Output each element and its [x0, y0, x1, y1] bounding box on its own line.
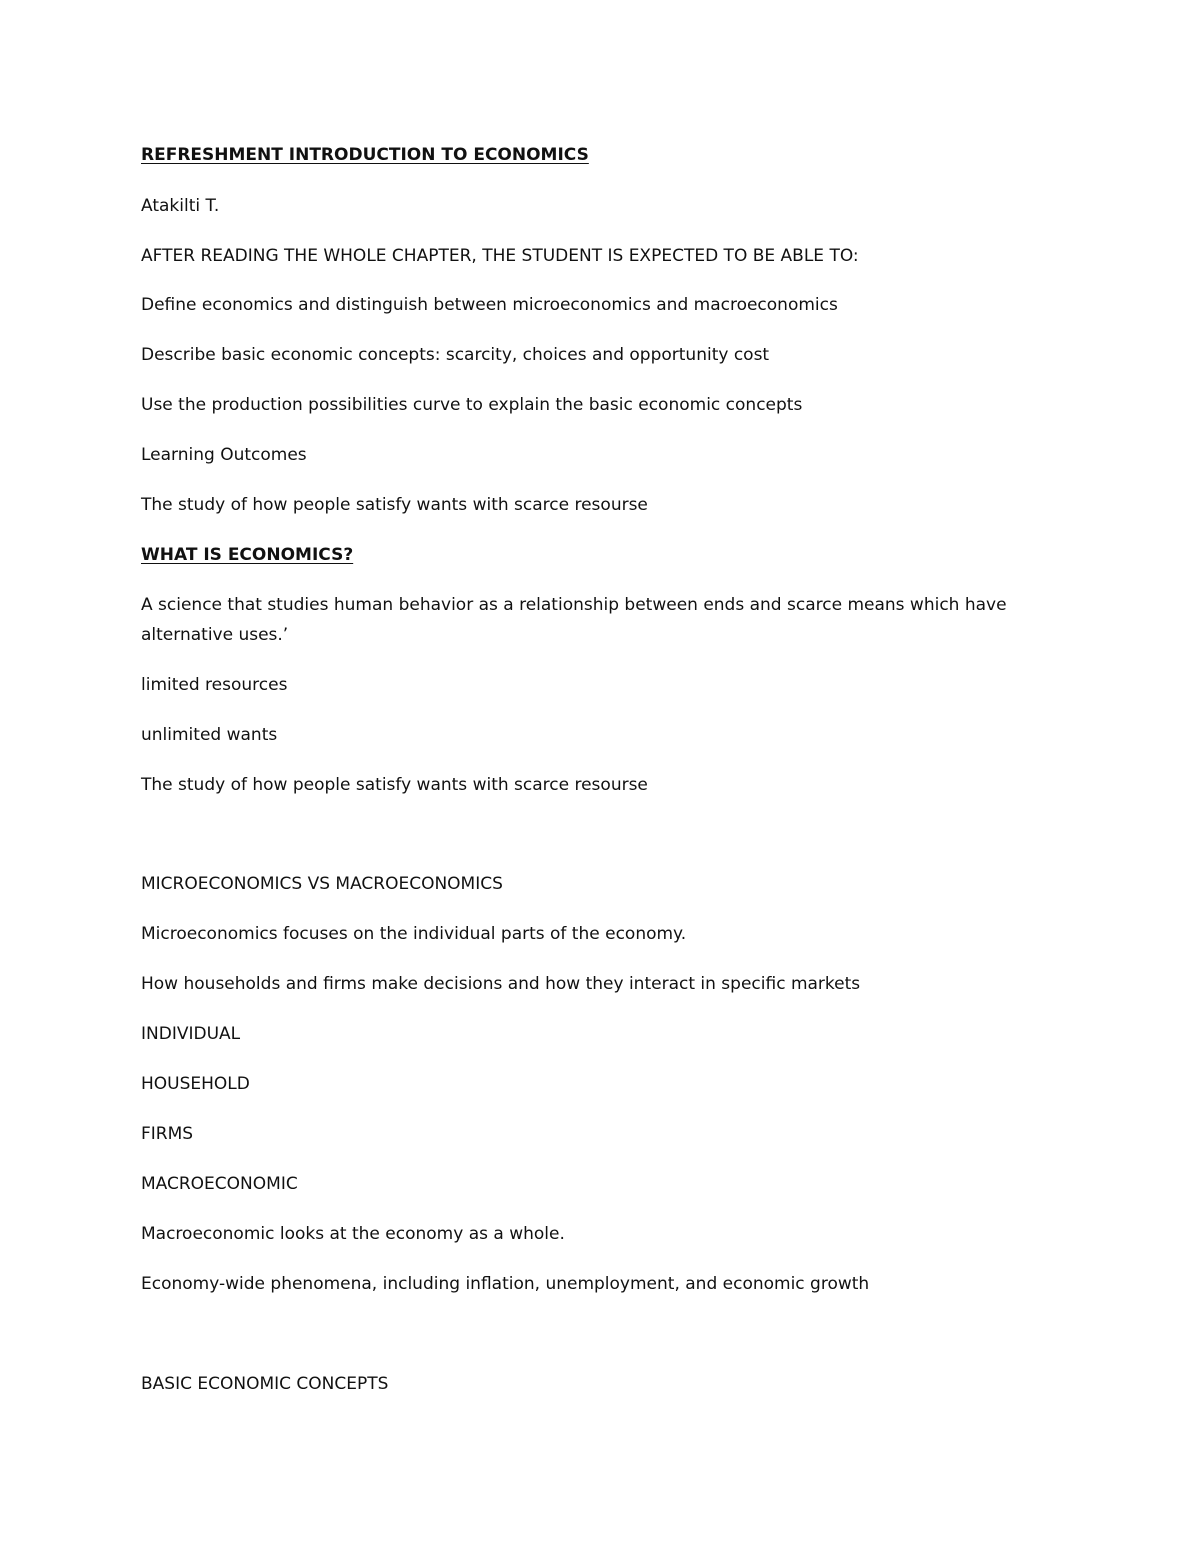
- learning-outcomes-label: Learning Outcomes: [141, 445, 307, 465]
- study-line-1: The study of how people satisfy wants with scarce resourse: [141, 495, 648, 515]
- macro-looks-line: Macroeconomic looks at the economy as a whole.: [141, 1224, 565, 1244]
- objective-1: Define economics and distinguish between microeconomics and macroeconomics: [141, 295, 838, 315]
- individual-line: INDIVIDUAL: [141, 1024, 241, 1044]
- macroeconomic-heading: MACROECONOMIC: [141, 1174, 298, 1194]
- objective-3: Use the production possibilities curve to explain the basic economic concepts: [141, 395, 803, 415]
- objective-2: Describe basic economic concepts: scarcity, choices and opportunity cost: [141, 345, 770, 365]
- micro-how-line: How households and firms make decisions and how they interact in specific markets: [141, 974, 861, 994]
- micro-vs-macro-heading: MICROECONOMICS VS MACROECONOMICS: [141, 874, 503, 894]
- micro-focus-line: Microeconomics focuses on the individual parts of the economy.: [141, 924, 687, 944]
- study-line-2: The study of how people satisfy wants with scarce resourse: [141, 775, 648, 795]
- section-heading-what-is-economics: WHAT IS ECONOMICS?: [141, 545, 354, 565]
- household-line: HOUSEHOLD: [141, 1074, 250, 1094]
- objectives-intro: AFTER READING THE WHOLE CHAPTER, THE STUDENT IS EXPECTED TO BE ABLE TO:: [141, 246, 859, 266]
- unlimited-wants-line: unlimited wants: [141, 725, 278, 745]
- limited-resources-line: limited resources: [141, 675, 288, 695]
- firms-line: FIRMS: [141, 1124, 194, 1144]
- basic-concepts-heading: BASIC ECONOMIC CONCEPTS: [141, 1374, 389, 1394]
- macro-phenomena-line: Economy-wide phenomena, including inflation, unemployment, and economic growth: [141, 1274, 870, 1294]
- author-line: Atakilti T.: [141, 196, 220, 216]
- document-title: REFRESHMENT INTRODUCTION TO ECONOMICS: [141, 145, 589, 165]
- economics-definition: A science that studies human behavior as a relationship between ends and scarce means which have alternative uses.’: [141, 595, 1007, 645]
